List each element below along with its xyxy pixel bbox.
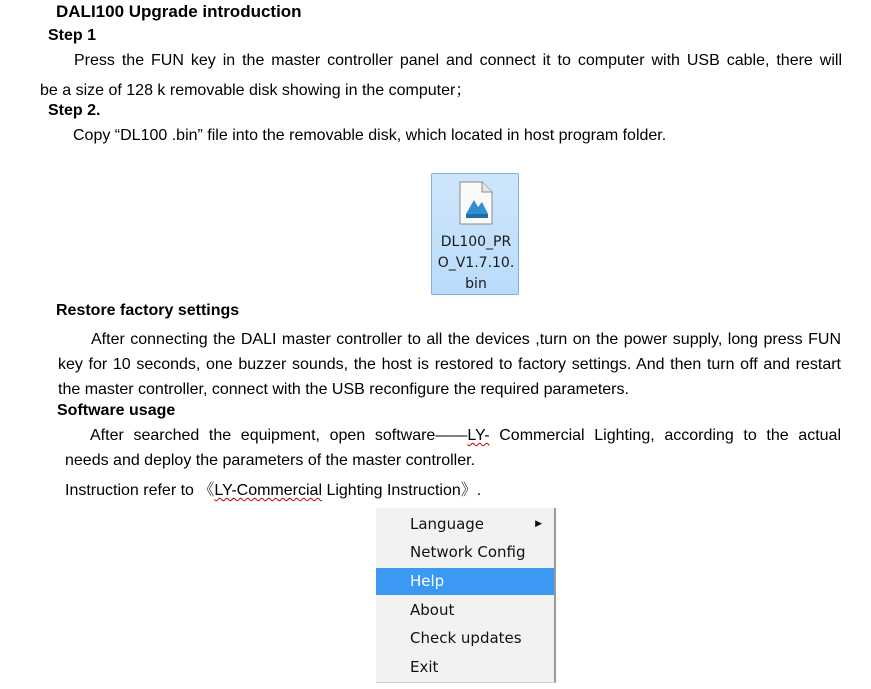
software-text-line1: After searched the equipment, open software——LY- Commercial Lighting, according to the actual bbox=[90, 427, 841, 444]
doc-title: DALI100 Upgrade introduction bbox=[56, 2, 302, 21]
software-text-line2: needs and deploy the parameters of the master controller. bbox=[65, 452, 476, 469]
file-icon-tile[interactable] bbox=[431, 173, 519, 295]
software-heading: Software usage bbox=[57, 402, 176, 419]
step1-heading: Step 1 bbox=[48, 27, 97, 44]
step1-text-line1: Press the FUN key in the master controller panel and connect it to computer with USB cable, there will bbox=[74, 52, 842, 69]
step2-heading: Step 2. bbox=[48, 102, 101, 119]
step2-text: Copy “DL100 .bin” file into the removable disk, which located in host program folder. bbox=[73, 127, 667, 144]
menu-item-exit[interactable]: Exit bbox=[410, 658, 439, 676]
restore-text: After connecting the DALI master controller to all the devices ,turn on the power supply, long press FUN key for 10 seconds, one buzzer sounds, the host is restored to factory settings. And then turn off and restart the master controller, connect with the USB reconfigure the required parameters. bbox=[58, 331, 841, 398]
file-name: DL100_PR O_V1.7.10. bin bbox=[437, 234, 515, 292]
menu-item-language[interactable]: Language ▶ bbox=[376, 511, 554, 538]
context-menu bbox=[376, 508, 556, 683]
submenu-arrow-icon: ▶ bbox=[535, 519, 542, 529]
restore-heading: Restore factory settings bbox=[56, 302, 240, 319]
menu-item-network-config[interactable]: Network Config bbox=[410, 543, 526, 561]
menu-item-about[interactable]: About bbox=[410, 601, 455, 619]
step1-text-line2: be a size of 128 k removable disk showing in the computer； bbox=[40, 82, 472, 99]
menu-item-help[interactable]: Help bbox=[376, 568, 554, 595]
menu-item-check-updates[interactable]: Check updates bbox=[410, 629, 522, 647]
document-file-icon bbox=[456, 180, 496, 226]
software-text-line3: Instruction refer to 《LY-Commercial Lighting Instruction》. bbox=[65, 482, 482, 499]
